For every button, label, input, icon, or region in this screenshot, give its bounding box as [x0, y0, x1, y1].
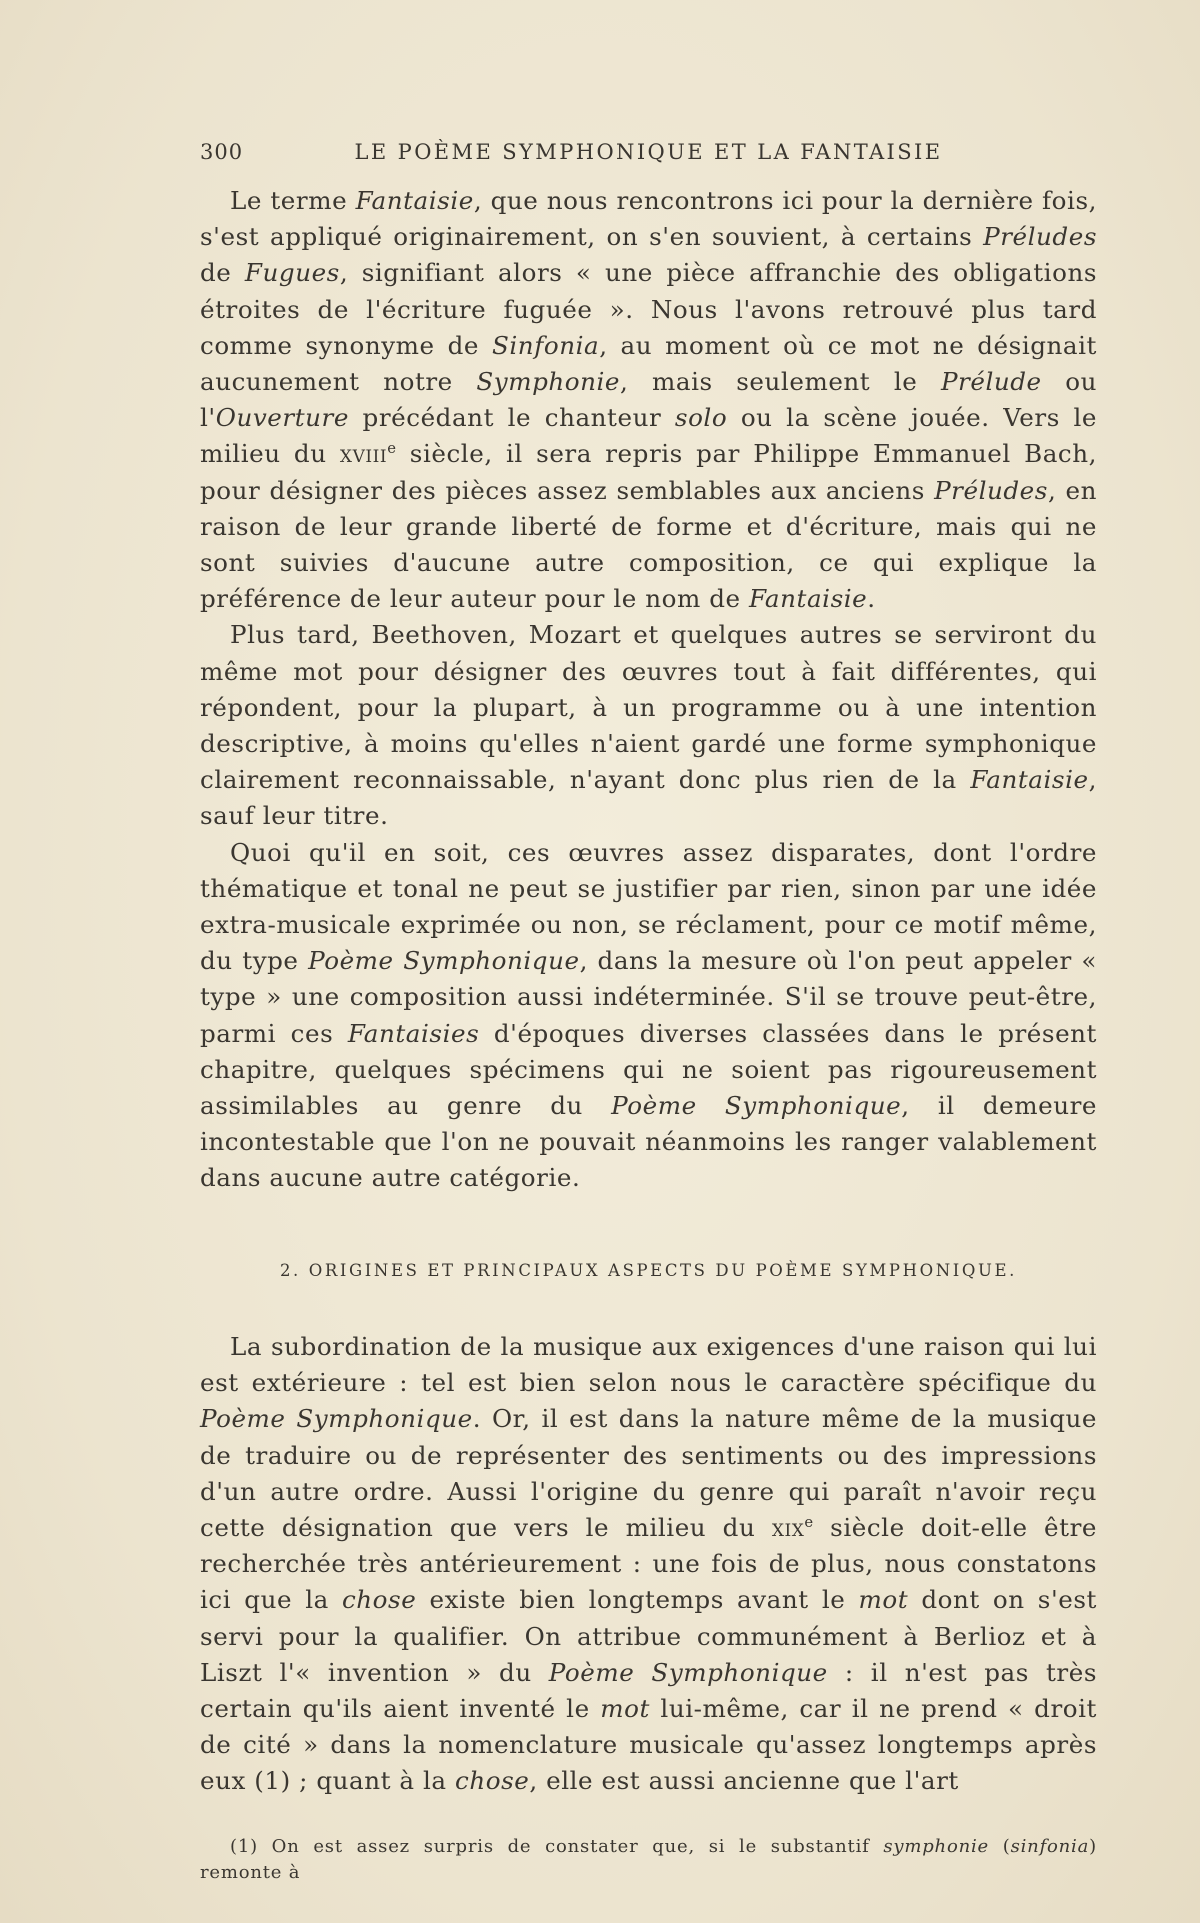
italic-term: chose: [455, 1766, 530, 1796]
text-run: Quoi qu'il en soit, ces œuvres assez disparates, dont l'ordre thématique et tonal ne peut se justifier par rien, sinon par une idée extra-musicale exprimée ou non, se réclament, pour ce motif même, du type: [200, 837, 1097, 976]
italic-term: mot: [600, 1693, 650, 1723]
text-run: Plus tard, Beethoven, Mozart et quelques autres se serviront du même mot pour désigner des œuvres tout à fait différentes, qui répondent, pour la plupart, à un programme ou à une intention descriptive, à moins qu'elles n'aient gardé une forme symphonique clairement reconnaissable, n'ayant donc plus rien de la: [200, 620, 1097, 795]
italic-term: mot: [858, 1585, 909, 1615]
italic-term: Fantaisies: [347, 1018, 480, 1048]
text-run: , au moment où ce mot ne désignait aucunement notre: [200, 330, 1097, 397]
footnote: [200, 1834, 1097, 1886]
italic-term: Fantaisie: [355, 186, 474, 215]
italic-term: Fantaisie: [970, 765, 1089, 795]
text-run: La subordination de la musique aux exigences d'une raison qui lui est extérieure : tel est bien selon nous le caractère spécifique du: [200, 1331, 1097, 1398]
italic-term: chose: [341, 1585, 417, 1615]
paragraph: [200, 617, 1097, 834]
text-run: (: [989, 1835, 1011, 1857]
text-run: .: [867, 584, 876, 614]
text-run: ou la scène jouée. Vers le milieu du: [200, 403, 1097, 469]
page-number: 300: [200, 140, 244, 164]
italic-term: Ouverture: [215, 403, 349, 433]
text-run: , elle est aussi ancienne que l'art: [529, 1766, 959, 1796]
running-head: LE POÈME SYMPHONIQUE ET LA FANTAISIE: [354, 140, 943, 164]
text-run: existe bien longtemps avant le: [416, 1585, 859, 1615]
text-run: : il n'est pas très certain qu'ils aient inventé le: [200, 1657, 1097, 1723]
section-heading: 2. ORIGINES ET PRINCIPAUX ASPECTS DU POÈME SYMPHONIQUE.: [279, 1260, 1018, 1280]
italic-term: solo: [674, 403, 728, 433]
italic-term: Fantaisie: [748, 584, 868, 614]
italic-term: symphonie: [883, 1835, 989, 1857]
text-run: (1) On est assez surpris de constater que, si le substantif: [230, 1835, 884, 1857]
text-run: ) remonte à: [200, 1835, 1097, 1883]
paragraph: [200, 1329, 1097, 1800]
text-run: , que nous rencontrons ici pour la dernière fois, s'est appliqué originairement, on s'en souvient, à certains: [200, 186, 1097, 252]
paragraph: [200, 835, 1097, 1197]
italic-term: Poème Symphonique: [200, 1404, 473, 1434]
text-run: de: [200, 258, 245, 288]
text-run: siècle, il sera repris par Philippe Emmanuel Bach, pour désigner des pièces assez semblables aux anciens: [200, 439, 1098, 505]
text-run: ou l': [200, 367, 1097, 433]
superscript: e: [804, 1513, 814, 1531]
italic-term: sinfonia: [1010, 1835, 1090, 1857]
italic-term: Préludes: [983, 222, 1097, 252]
text-run: . Or, il est dans la nature même de la musique de traduire ou de représenter des sentiments ou des impressions d'un autre ordre. Aussi l'origine du genre qui paraît n'avoir reçu cette désignation que vers le milieu du: [200, 1404, 1097, 1542]
text-run: d'époques diverses classées dans le présent chapitre, quelques spécimens qui ne soient pas rigoureusement assimilables au genre du: [200, 1018, 1097, 1121]
text-run: , sauf leur titre.: [200, 765, 1097, 831]
text-run: Le terme: [230, 186, 356, 215]
superscript: e: [387, 440, 397, 458]
century-numeral: xviii: [339, 439, 388, 469]
page-header: [200, 140, 1097, 170]
italic-term: Prélude: [940, 367, 1042, 397]
italic-term: Poème Symphonique: [308, 946, 580, 976]
text-run: précédant le chanteur: [348, 403, 675, 433]
italic-term: Poème Symphonique: [611, 1091, 902, 1121]
text-run: , en raison de leur grande liberté de forme et d'écriture, mais qui ne sont suivies d'aucune autre composition, ce qui explique la préférence de leur auteur pour le nom de: [200, 475, 1097, 614]
century-numeral: xix: [771, 1512, 805, 1542]
italic-term: Préludes: [934, 475, 1048, 505]
text-run: , dans la mesure où l'on peut appeler « type » une composition aussi indéterminée. S'il se trouve peut-être, parmi ces: [200, 946, 1098, 1048]
text-run: , mais seulement le: [620, 367, 941, 397]
paragraph: [200, 183, 1097, 617]
italic-term: Poème Symphonique: [548, 1657, 828, 1687]
italic-term: Sinfonia: [491, 330, 600, 360]
italic-term: Fugues: [244, 258, 340, 288]
text-run: , signifiant alors « une pièce affranchie des obligations étroites de l'écriture fuguée ». Nous l'avons retrouvé plus tard comme synonyme de: [200, 258, 1098, 360]
text-run: , il demeure incontestable que l'on ne pouvait néanmoins les ranger valablement dans aucune autre catégorie.: [200, 1091, 1098, 1193]
text-run: dont on s'est servi pour la qualifier. On attribue communément à Berlioz et à Liszt l'« invention » du: [200, 1585, 1097, 1687]
text-run: siècle doit-elle être recherchée très antérieurement : une fois de plus, nous constatons ici que la: [200, 1512, 1097, 1615]
italic-term: Symphonie: [476, 367, 621, 397]
text-run: lui-même, car il ne prend « droit de cité » dans la nomenclature musicale qu'assez longtemps après eux (1) ; quant à la: [200, 1693, 1097, 1796]
page-body: [200, 183, 1097, 1886]
